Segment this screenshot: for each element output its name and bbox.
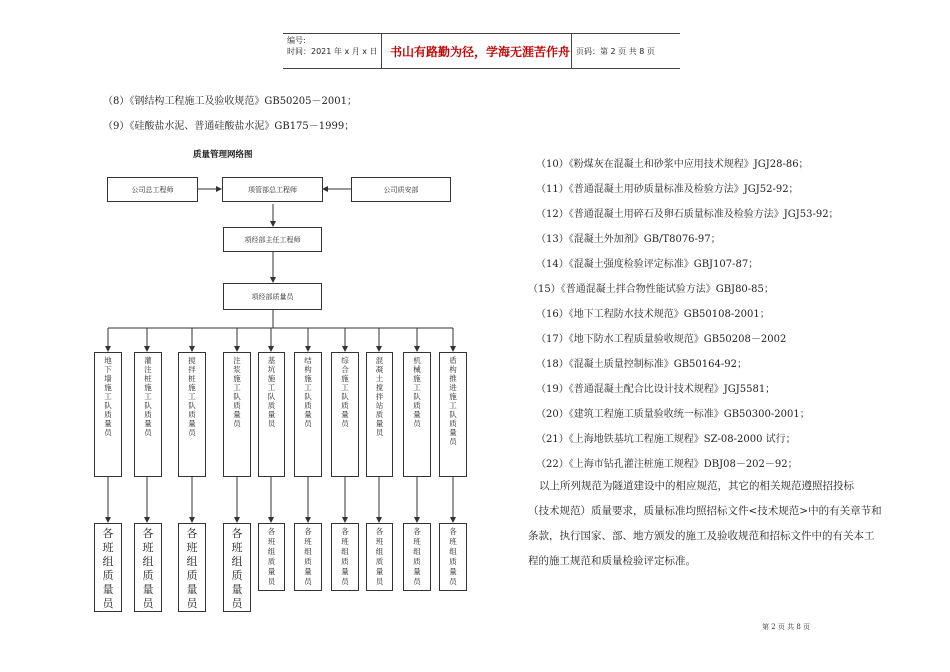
- reference-item: （12）《普通混凝土用碎石及卵石质量标准及检验方法》JGJ53-92；: [536, 209, 839, 220]
- group-box: [403, 523, 431, 591]
- group-box: [134, 523, 162, 612]
- reference-item: （17）《地下防水工程质量验收规范》GB50208－2002: [536, 334, 787, 345]
- group-label: 各班组质量员: [375, 527, 384, 586]
- team-label: 混凝土搅拌站质量员: [375, 356, 384, 437]
- doc-number-label: 编号:: [287, 36, 306, 45]
- reference-item: （13）《混凝土外加剂》GB/T8076-97；: [536, 234, 721, 245]
- group-box: [94, 523, 122, 612]
- group-box: [439, 523, 467, 591]
- group-box: [223, 523, 251, 612]
- group-label: 各班组质量员: [102, 527, 114, 610]
- group-box: [366, 523, 393, 591]
- chart-title: 质量管理网络图: [193, 150, 253, 160]
- team-label: 基坑施工队质量员: [267, 356, 276, 428]
- page-number-label: 页码：第 2 页 共 8 页: [576, 47, 655, 56]
- group-label: 各班组质量员: [413, 527, 421, 586]
- reference-item: （11）《普通混凝土用砂质量标准及检验方法》JGJ52-92；: [536, 184, 799, 195]
- group-label: 各班组质量员: [231, 527, 243, 610]
- group-label: 各班组质量员: [267, 527, 276, 586]
- group-label: 各班组质量员: [341, 527, 349, 586]
- reference-item: （9）《硅酸盐水泥、普通硅酸盐水泥》GB175－1999；: [103, 121, 355, 132]
- box-project-quality-officer: 项经部质量员: [223, 283, 322, 310]
- team-box: [134, 352, 162, 477]
- team-label: 搅拌桩施工队质量员: [188, 356, 196, 437]
- paragraph-line: 程的施工规范和质量检验评定标准。: [528, 555, 696, 567]
- reference-item: （8）《钢结构工程施工及验收规范》GB50205－2001；: [103, 96, 357, 107]
- box-project-chief-engineer: 项管部总工程师: [222, 177, 323, 202]
- team-label: 地下墙施工队质量员: [104, 356, 112, 437]
- paragraph-line: （技术规范）质量要求，质量标准均照招标文件<技术规范>中的有关章节和: [528, 505, 882, 517]
- group-box: [331, 523, 359, 591]
- team-label: 灌注桩施工队质量员: [144, 356, 152, 437]
- team-label: 综合施工队质量员: [341, 356, 349, 428]
- reference-item: （10）《粉煤灰在混凝土和砂浆中应用技术规程》JGJ28-86；: [536, 159, 809, 170]
- reference-item: （22）《上海市钻孔灌注桩施工规程》DBJ08－202－92；: [536, 459, 798, 470]
- box-company-chief-engineer: 公司总工程师: [107, 177, 198, 202]
- header-motto: 书山有路勤为径，学海无涯苦作舟: [390, 45, 571, 59]
- reference-item: （18）《混凝土质量控制标准》GB50164-92；: [536, 359, 747, 370]
- page-footer: 第 2 页 共 8 页: [762, 623, 811, 631]
- reference-item: （16）《地下工程防水技术规范》GB50108-2001；: [536, 309, 770, 320]
- group-label: 各班组质量员: [304, 527, 312, 586]
- team-label: 注浆施工队质量员: [233, 356, 241, 428]
- team-box: [178, 352, 206, 477]
- group-label: 各班组质量员: [449, 527, 457, 586]
- team-box: [331, 352, 359, 477]
- team-label: 机械施工队质量员: [413, 356, 421, 428]
- paragraph-line: 条款，执行国家、部、地方颁发的施工及验收规范和招标文件中的有关本工: [528, 530, 875, 542]
- team-label: 盾构推进施工队质量员: [449, 356, 457, 446]
- reference-item: （19）《普通混凝土配合比设计技术规程》JGJ5581；: [536, 384, 776, 395]
- team-box: [439, 352, 467, 477]
- team-box: [258, 352, 285, 477]
- reference-item: （20）《建筑工程施工质量验收统一标准》GB50300-2001；: [536, 409, 810, 420]
- closing-paragraph: [528, 474, 888, 574]
- reference-item: （14）《混凝土强度检验评定标准》GBJ107-87；: [536, 259, 759, 270]
- reference-item: （15）《普通混凝土拌合物性能试验方法》GBJ80-85；: [528, 284, 774, 295]
- team-box: [294, 352, 322, 477]
- team-box: [223, 352, 251, 477]
- team-box: [94, 352, 122, 477]
- paragraph-line: 以上所列规范为隧道建设中的相应规范，其它的相关规范遵照招投标: [539, 480, 854, 492]
- reference-item: （21）《上海地铁基坑工程施工规程》SZ-08-2000 试行；: [536, 434, 796, 445]
- box-quality-safety-dept: 公司质安部: [351, 177, 451, 202]
- group-label: 各班组质量员: [186, 527, 198, 610]
- time-label: 时间：2021 年 x 月 x 日: [287, 47, 378, 56]
- box-director-engineer: 项经部主任工程师: [223, 227, 322, 252]
- team-label: 结构施工队质量员: [304, 356, 312, 428]
- group-label: 各班组质量员: [142, 527, 154, 610]
- team-box: [403, 352, 431, 477]
- group-box: [294, 523, 322, 591]
- group-box: [258, 523, 285, 591]
- group-box: [178, 523, 206, 612]
- team-box: [366, 352, 393, 477]
